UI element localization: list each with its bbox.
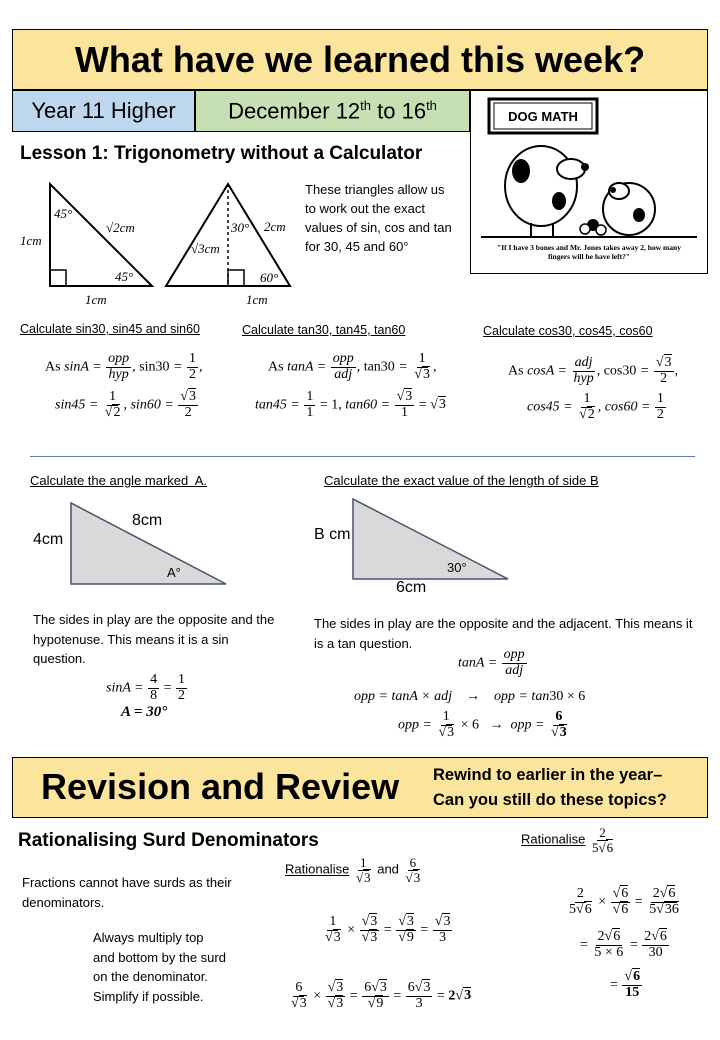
tri1-left-side: 1cm (20, 233, 42, 248)
problem-b-angle-label: 30° (447, 560, 467, 575)
tri2-side: 2cm (264, 219, 286, 234)
rationalise-working-3: $\frac{2}{5√6}$ × $\frac{√6}{√6}$ = $\frac{2√6}{5√36}$ (569, 886, 679, 917)
problem-a-working: sinA = $\frac{4}{8}$ = $\frac{1}{2}$ (106, 672, 185, 703)
tri1-angle-right: 45° (115, 269, 134, 284)
section-divider (30, 456, 695, 457)
rationalise-prompt-1: Rationalise $\frac{1}{√3}$ and $\frac{6}{√3}$ (285, 855, 421, 885)
rationalise-working-2: $\frac{6}{√3}$ × $\frac{√3}{√3}$ = $\frac{6√3}{√9}$ = $\frac{6√3}{3}$ = 2√3 (291, 980, 472, 1011)
cos-equation-2: cos45 = $\frac{1}{√2}$ , cos60 = $\frac{1}{2}$ (527, 391, 664, 422)
tri2-bottom: 1cm (246, 292, 268, 307)
tri2-height: √3cm (191, 241, 220, 256)
rationalising-tip: Always multiply top and bottom by the surd on the denominator. Simplify if possible. (93, 930, 226, 1004)
tan-heading: Calculate tan30, tan45, tan60 (242, 323, 406, 337)
problem-a-left-label: 4cm (33, 531, 64, 548)
rationalise-working-1: $\frac{1}{√3}$ × $\frac{√3}{√3}$ = $\frac{√3}{√9}$ = $\frac{√3}{3}$ (325, 914, 451, 945)
problem-b-working-2: opp = tanA × adj → opp = tan30 × 6 (354, 689, 586, 704)
page-title: What have we learned this week? (74, 38, 646, 80)
date-badge (195, 90, 470, 132)
sin-equation-2: sin45 = $\frac{1}{√2}$ , sin60 = $\frac{√3}{2}$ (55, 389, 196, 420)
revision-banner (12, 757, 708, 818)
cartoon-caption: "If I have 3 bones and Mr. Jones takes away 2, how many fingers will he have left?" (497, 243, 681, 261)
tan-equation-1: As tanA = $\frac{\text{opp}}{\text{adj}}$ , tan30 = $\frac{1}{√3}$ , (268, 351, 437, 382)
rationalise-prompt-2: Rationalise $\frac{2}{5√6}$ (521, 825, 614, 855)
problem-b-explanation: The sides in play are the opposite and the adjacent. This means it is a tan question. (314, 616, 693, 651)
tri1-bottom-side: 1cm (85, 292, 107, 307)
triangle-30-60-90 (160, 180, 300, 292)
problem-a-hyp-label: 8cm (132, 512, 163, 529)
problem-a-angle-label: A° (167, 565, 181, 580)
lesson1-title: Lesson 1: Trigonometry without a Calculator (20, 143, 423, 164)
tri2-angle-top: 30° (231, 220, 250, 235)
problem-b-working-1: tanA = $\frac{\text{opp}}{\text{adj}}$ (458, 647, 525, 678)
problem-b-bottom-label: 6cm (396, 579, 427, 596)
problem-b-working-3: opp = $\frac{1}{√3}$ × 6 → opp = $\frac{6}{√3}$ (398, 709, 567, 740)
year-label: Year 11 Higher (31, 98, 176, 123)
cos-equation-1: As cosA = $\frac{\text{adj}}{\text{hyp}}$ , cos30 = $\frac{√3}{2}$ , (508, 355, 679, 386)
rationalise-working-4: = $\frac{2√6}{5 \times 6}$ = $\frac{2√6}{30}$ (580, 929, 667, 960)
sin-equation-1: As sinA = $\frac{\text{opp}}{\text{hyp}}$ , sin30 = $\frac{1}{2}$ , (45, 351, 203, 382)
rationalising-intro: Fractions cannot have surds as their denominators. (22, 875, 232, 910)
triangle-45-45-90 (40, 180, 165, 292)
rationalising-heading: Rationalising Surd Denominators (18, 830, 319, 851)
cos-heading: Calculate cos30, cos45, cos60 (483, 324, 653, 338)
problem-b-heading: Calculate the exact value of the length of side B (324, 473, 599, 488)
tri1-hypotenuse: √2cm (106, 220, 135, 235)
revision-subtitle: Rewind to earlier in the year– Can you still do these topics? (433, 766, 667, 809)
problem-b-triangle (352, 498, 512, 582)
date-label: December 12th to 16th (228, 97, 437, 124)
year-badge (12, 90, 195, 132)
lesson1-description: These triangles allow us to work out the exact values of sin, cos and tan for 30, 45 and 60° (305, 182, 452, 254)
tri1-angle-top: 45° (54, 206, 73, 221)
problem-a-heading: Calculate the angle marked A. (30, 473, 208, 488)
title-banner (12, 29, 708, 90)
cartoon-sign-text: DOG MATH (508, 109, 578, 124)
revision-title: Revision and Review (41, 766, 400, 807)
problem-a-answer: A = 30° (121, 704, 168, 720)
problem-a-explanation: The sides in play are the opposite and the hypotenuse. This means it is a sin question. (33, 612, 275, 666)
tri2-angle-right: 60° (260, 270, 279, 285)
problem-b-left-label: B cm (314, 526, 351, 543)
dog-math-cartoon (470, 90, 708, 274)
tan-equation-2: tan45 = $\frac{1}{1}$ = 1, tan60 = $\frac{√3}{1}$ = √3 (255, 389, 446, 420)
sin-heading: Calculate sin30, sin45 and sin60 (20, 322, 200, 336)
rationalise-working-5: = $\frac{√6}{15}$ (610, 969, 641, 1000)
